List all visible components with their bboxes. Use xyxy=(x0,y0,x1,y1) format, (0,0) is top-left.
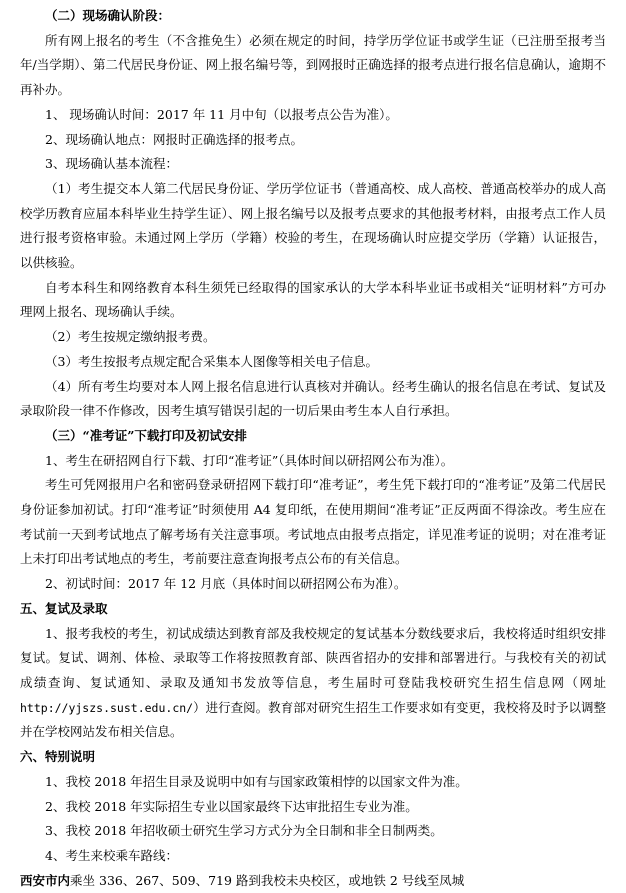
list-item-exam-time: 2、初试时间：2017 年 12 月底（具体时间以研招网公布为准）。 xyxy=(45,576,407,592)
section-heading-admission-ticket: （三）“准考证”下载打印及初试安排 xyxy=(45,427,247,443)
paragraph-ticket-details: 考生可凭网报用户名和密码登录研招网下载打印“准考证”，考生凭下载打印的“准考证”及第二代居民身份证参加初试。打印“准考证”时须使用 A4 复印纸，在使用期间“准考证”正反两面不得涂改。考生应在考试前一天到考试地点了解考场有关注意事项。考试地点由报考点指定，详见准考证的说明；对在准考证上未打印出考试地点的考生，考前要注意查询报考点公布的有关信息。 xyxy=(20,477,606,567)
paragraph-onsite-intro: 所有网上报名的考生（不含推免生）必须在规定的时间，持学历学位证书或学生证（已注册至报考当年/当学期）、第二代居民身份证、网上报名编号等，到网报时正确选择的报考点进行报名信息确认，逾期不再补办。 xyxy=(20,32,606,98)
list-item-confirmation-location: 2、现场确认地点：网报时正确选择的报考点。 xyxy=(45,131,303,147)
paragraph-step-2: （2）考生按规定缴纳报考费。 xyxy=(45,329,216,345)
list-item-bus-routes: 4、考生来校乘车路线： xyxy=(45,847,178,863)
list-item-ticket-download: 1、考生在研招网自行下载、打印“准考证”（具体时间以研招网公布为准）。 xyxy=(45,452,454,468)
section-heading-retest-admission: 五、复试及录取 xyxy=(20,600,108,616)
route-description: 乘坐 336、267、509、719 路到我校未央校区，或地铁 2 号线至凤城 xyxy=(70,872,465,888)
list-item-study-modes: 3、我校 2018 年招收硕士研究生学习方式分为全日制和非全日制两类。 xyxy=(45,823,443,839)
paragraph-retest-admission xyxy=(20,622,606,746)
paragraph-self-taught-students: 自考本科生和网络教育本科生须凭已经取得的国家承认的大学本科毕业证书或相关“证明材料”方可办理网上报名、现场确认手续。 xyxy=(20,279,606,320)
retest-text-before-url: 1、报考我校的考生，初试成绩达到教育部及我校规定的复试基本分数线要求后，我校将适时组织安排复试。复试、调剂、体检、录取等工作将按照教育部、陕西省招办的安排和部署进行。与我校有关的初试成绩查询、复试通知、录取及通知书发放等信息，考生届时可登陆我校研究生招生信息网（网址 xyxy=(20,625,606,690)
paragraph-step-4: （4）所有考生均要对本人网上报名信息进行认真核对并确认。经考生确认的报名信息在考试、复试及录取阶段一律不作修改，因考生填写错误引起的一切后果由考生本人自行承担。 xyxy=(20,378,606,419)
list-item-approved-majors: 2、我校 2018 年实际招生专业以国家最终下达审批招生专业为准。 xyxy=(45,798,418,814)
paragraph-city-route xyxy=(20,869,606,893)
list-item-policy-precedence: 1、我校 2018 年招生目录及说明中如有与国家政策相悖的以国家文件为准。 xyxy=(45,773,468,789)
retest-text-after-url: ）进行查阅。教育部对研究生招生工作要求如有变更，我校将及时予以调整并在学校网站发布相关信息。 xyxy=(20,699,606,740)
paragraph-step-3: （3）考生按报考点规定配合采集本人图像等相关电子信息。 xyxy=(45,353,378,369)
section-heading-onsite-confirmation: （二）现场确认阶段： xyxy=(45,8,171,23)
route-label-xian-city: 西安市内 xyxy=(20,872,71,888)
admissions-website-url: http://yjszs.sust.edu.cn/ xyxy=(20,700,194,715)
paragraph-step-1: （1）考生提交本人第二代居民身份证、学历学位证书（普通高校、成人高校、普通高校举办的成人高校学历教育应届本科毕业生持学生证）、网上报名编号以及报考点要求的其他报考材料，由报考点工作人员进行报考资格审验。未通过网上学历（学籍）校验的考生，在现场确认时应提交学历（学籍）认证报告，以供核验。 xyxy=(20,180,606,271)
list-item-confirmation-time: 1、 现场确认时间：2017 年 11 月中旬（以报考点公告为准）。 xyxy=(45,106,398,122)
section-heading-special-notes: 六、特别说明 xyxy=(20,749,96,765)
list-item-confirmation-process: 3、现场确认基本流程： xyxy=(45,156,178,172)
